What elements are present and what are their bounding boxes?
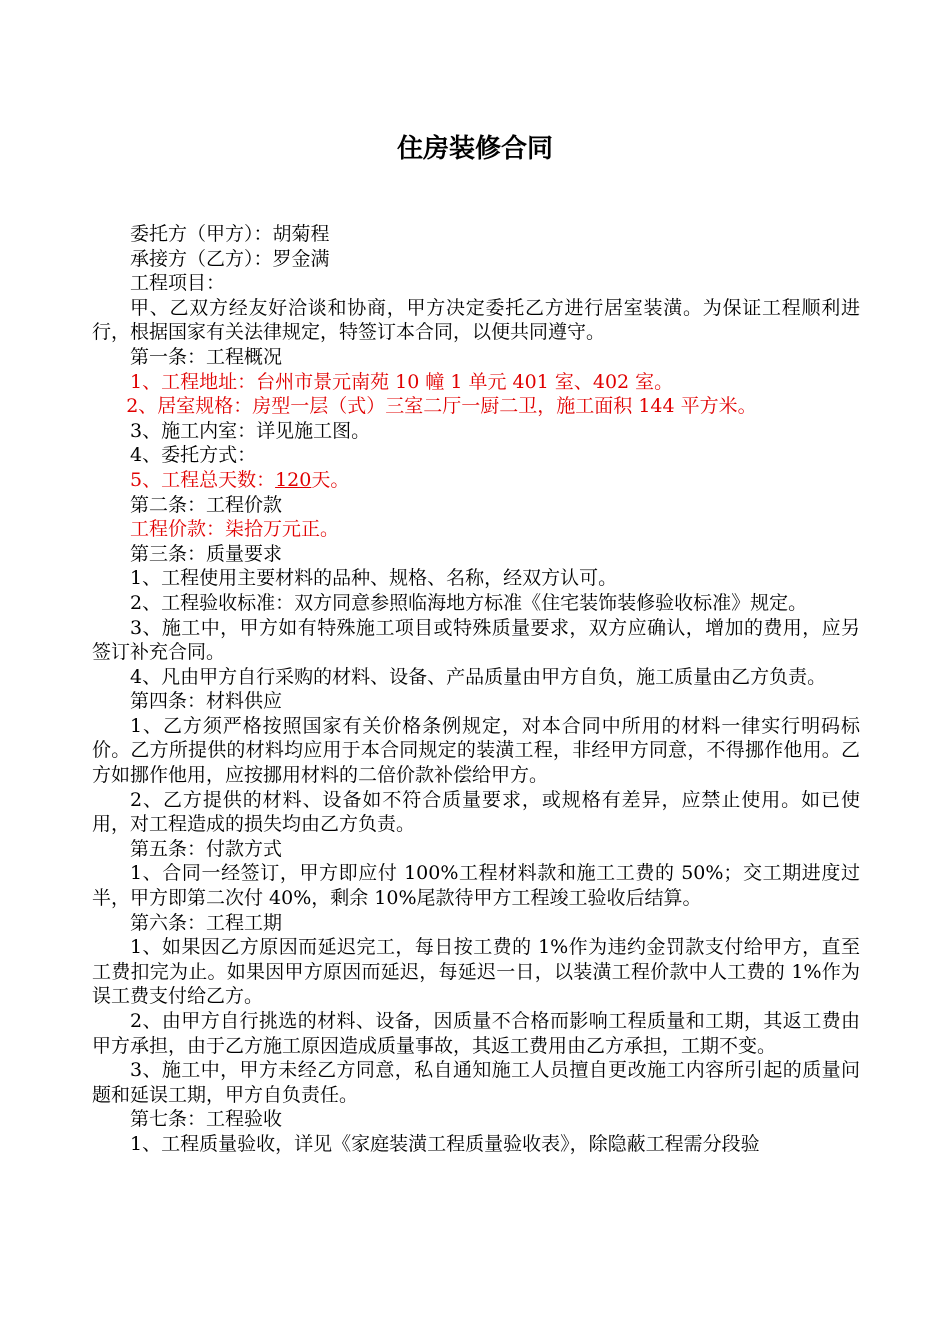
article-3-item-4: 4、凡由甲方自行采购的材料、设备、产品质量由甲方自负，施工质量由乙方负责。: [130, 665, 827, 688]
article-3-heading: 第三条：质量要求: [130, 542, 283, 565]
article-1-item-3: 3、施工内室：详见施工图。: [130, 419, 371, 442]
party-b-line: 承接方（乙方）：罗金满: [130, 247, 330, 270]
article-3-item-2: 2、工程验收标准：双方同意参照临海地方标准《住宅装饰装修验收标准》规定。: [130, 591, 808, 614]
article-1-item-1: 1、工程地址：台州市景元南苑 10 幢 1 单元 401 室、402 室。: [130, 370, 674, 393]
article-7-item-1: 1、工程质量验收，详见《家庭装潢工程质量验收表》，除隐蔽工程需分段验: [130, 1132, 760, 1155]
article-6-item-3: 3、施工中，甲方未经乙方同意，私自通知施工人员擅自更改施工内容所引起的质量问题和延误工期，甲方自负责任。: [92, 1059, 860, 1106]
article-1-item-5: [92, 468, 860, 493]
article-1-item-2: 2、居室规格：房型一层（式）三室二厅一厨二卫，施工面积 144 平方米。: [126, 395, 757, 418]
article-7-heading: 第七条：工程验收: [130, 1108, 283, 1131]
document-body: [92, 222, 860, 1157]
article-6-item-2: 2、由甲方自行挑选的材料、设备，因质量不合格而影响工程质量和工期，其返工费由甲方承担，由于乙方施工原因造成质量事故，其返工费用由乙方承担，工期不变。: [92, 1010, 860, 1057]
article-5-heading: 第五条：付款方式: [130, 837, 283, 860]
article-6-heading: 第六条：工程工期: [130, 911, 283, 934]
article-1-heading: 第一条：工程概况: [130, 345, 283, 368]
article-3-item-1: 1、工程使用主要材料的品种、规格、名称，经双方认可。: [130, 567, 618, 590]
article-2-price: 工程价款：柒拾万元正。: [130, 518, 340, 541]
article-4-heading: 第四条：材料供应: [130, 690, 283, 713]
item-5-prefix: 5、工程总天数：: [130, 468, 276, 491]
item-5-suffix: 天。: [311, 468, 350, 491]
article-2-heading: 第二条：工程价款: [130, 493, 283, 516]
item-5-days: 120: [275, 468, 312, 491]
article-3-item-3: 3、施工中，甲方如有特殊施工项目或特殊质量要求，双方应确认，增加的费用，应另签订补充合同。: [92, 616, 860, 664]
article-5-item-1: 1、合同一经签订，甲方即应付 100%工程材料款和施工工费的 50%；交工期进度过半，甲方即第二次付 40%，剩余 10%尾款待甲方工程竣工验收后结算。: [92, 862, 860, 910]
article-1-item-4: 4、委托方式：: [130, 444, 257, 467]
project-line: 工程项目：: [130, 272, 226, 295]
article-4-item-2: 2、乙方提供的材料、设备如不符合质量要求，或规格有差异，应禁止使用。如已使用，对工程造成的损失均由乙方负责。: [92, 788, 860, 836]
preamble-paragraph: 甲、乙双方经友好洽谈和协商，甲方决定委托乙方进行居室装潢。为保证工程顺利进行，根据国家有关法律规定，特签订本合同，以便共同遵守。: [92, 296, 860, 344]
article-6-item-1: 1、如果因乙方原因而延迟完工，每日按工费的 1%作为违约金罚款支付给甲方，直至工费扣完为止。如果因甲方原因而延迟，每延迟一日，以装潢工程价款中人工费的 1%作为误工费支付给乙方。: [92, 936, 860, 1008]
document-title: 住房装修合同: [396, 134, 553, 164]
article-4-item-1: 1、乙方须严格按照国家有关价格条例规定，对本合同中所用的材料一律实行明码标价。乙方所提供的材料均应用于本合同规定的装潢工程，非经甲方同意，不得挪作他用。乙方如挪作他用，应按挪用材料的二倍价款补偿给甲方。: [92, 714, 860, 787]
party-a-line: 委托方（甲方）：胡菊程: [130, 223, 330, 245]
